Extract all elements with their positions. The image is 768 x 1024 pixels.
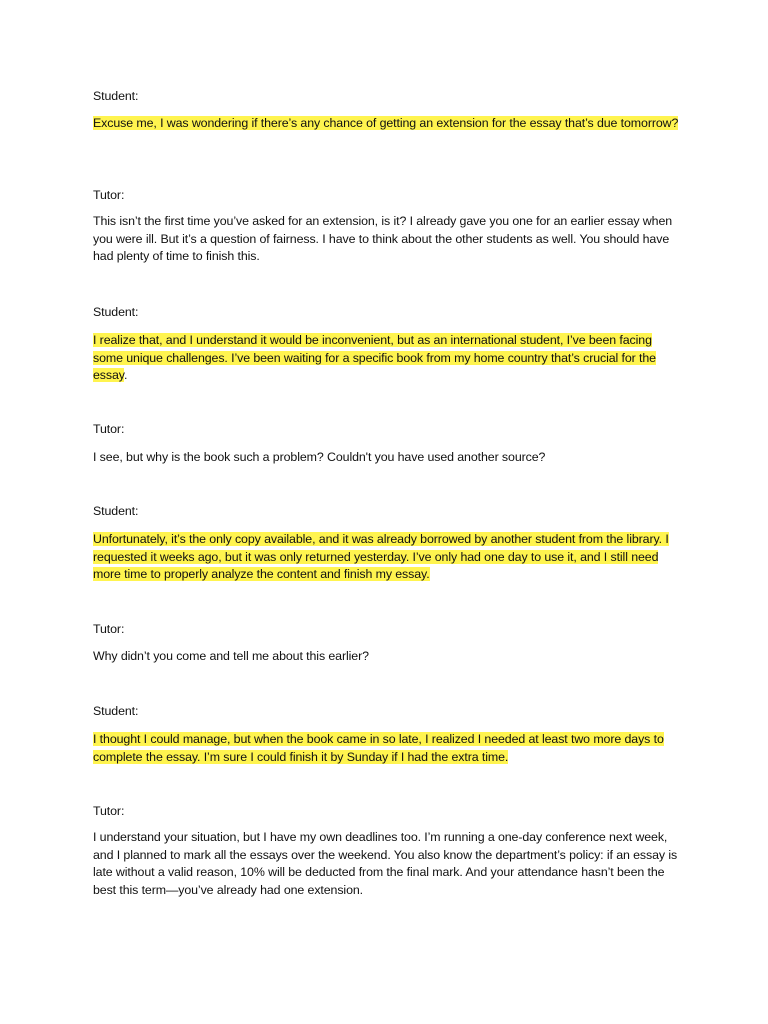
dialogue-text-student <box>93 731 683 766</box>
dialogue-text-tutor: I see, but why is the book such a problem? Couldn't you have used another source? <box>93 450 546 464</box>
dialogue-text-tutor: This isn’t the first time you’ve asked for an extension, is it? I already gave you one for an earlier essay when you were ill. But it’s a question of fairness. I have to think about the other students as well. You should have had plenty of time to finish this. <box>93 214 673 264</box>
highlighted-text: Unfortunately, it’s the only copy available, and it was already borrowed by another student from the library. I requested it weeks ago, but it was only returned yesterday. I’ve only had one day to use it, and I still need more time to properly analyze the content and finish my essay. <box>93 532 669 582</box>
speaker-label-tutor: Tutor: <box>93 804 125 818</box>
speaker-label-tutor: Tutor: <box>93 188 125 202</box>
highlighted-text: I thought I could manage, but when the book came in so late, I realized I needed at least two more days to complete the essay. I’m sure I could finish it by Sunday if I had the extra time. <box>93 732 664 764</box>
speaker-label-student: Student: <box>93 704 139 718</box>
speaker-label-student: Student: <box>93 305 139 319</box>
highlighted-text: Excuse me, I was wondering if there’s any chance of getting an extension for the essay that’s due tomorrow? <box>93 116 679 130</box>
dialogue-text-tutor: Why didn’t you come and tell me about this earlier? <box>93 649 369 663</box>
speaker-label-student: Student: <box>93 89 139 103</box>
dialogue-text-student <box>93 115 683 133</box>
dialogue-text-tutor: I understand your situation, but I have my own deadlines too. I’m running a one-day conference next week, and I planned to mark all the essays over the weekend. You also know the department’s policy: if an essay is late without a valid reason, 10% will be deducted from the final mark. And your attendance hasn’t been the best this term—you’ve already had one extension. <box>93 830 678 897</box>
speaker-label-tutor: Tutor: <box>93 422 125 436</box>
speaker-label-student: Student: <box>93 504 139 518</box>
speaker-label-tutor: Tutor: <box>93 622 125 636</box>
dialogue-text-student <box>93 531 683 584</box>
highlighted-text: I realize that, and I understand it would be inconvenient, but as an international student, I’ve been facing some unique challenges. I’ve been waiting for a specific book from my home country that’s crucial for the essay <box>93 333 656 383</box>
dialogue-text-student <box>93 332 683 385</box>
trailing-period: . <box>123 368 128 383</box>
